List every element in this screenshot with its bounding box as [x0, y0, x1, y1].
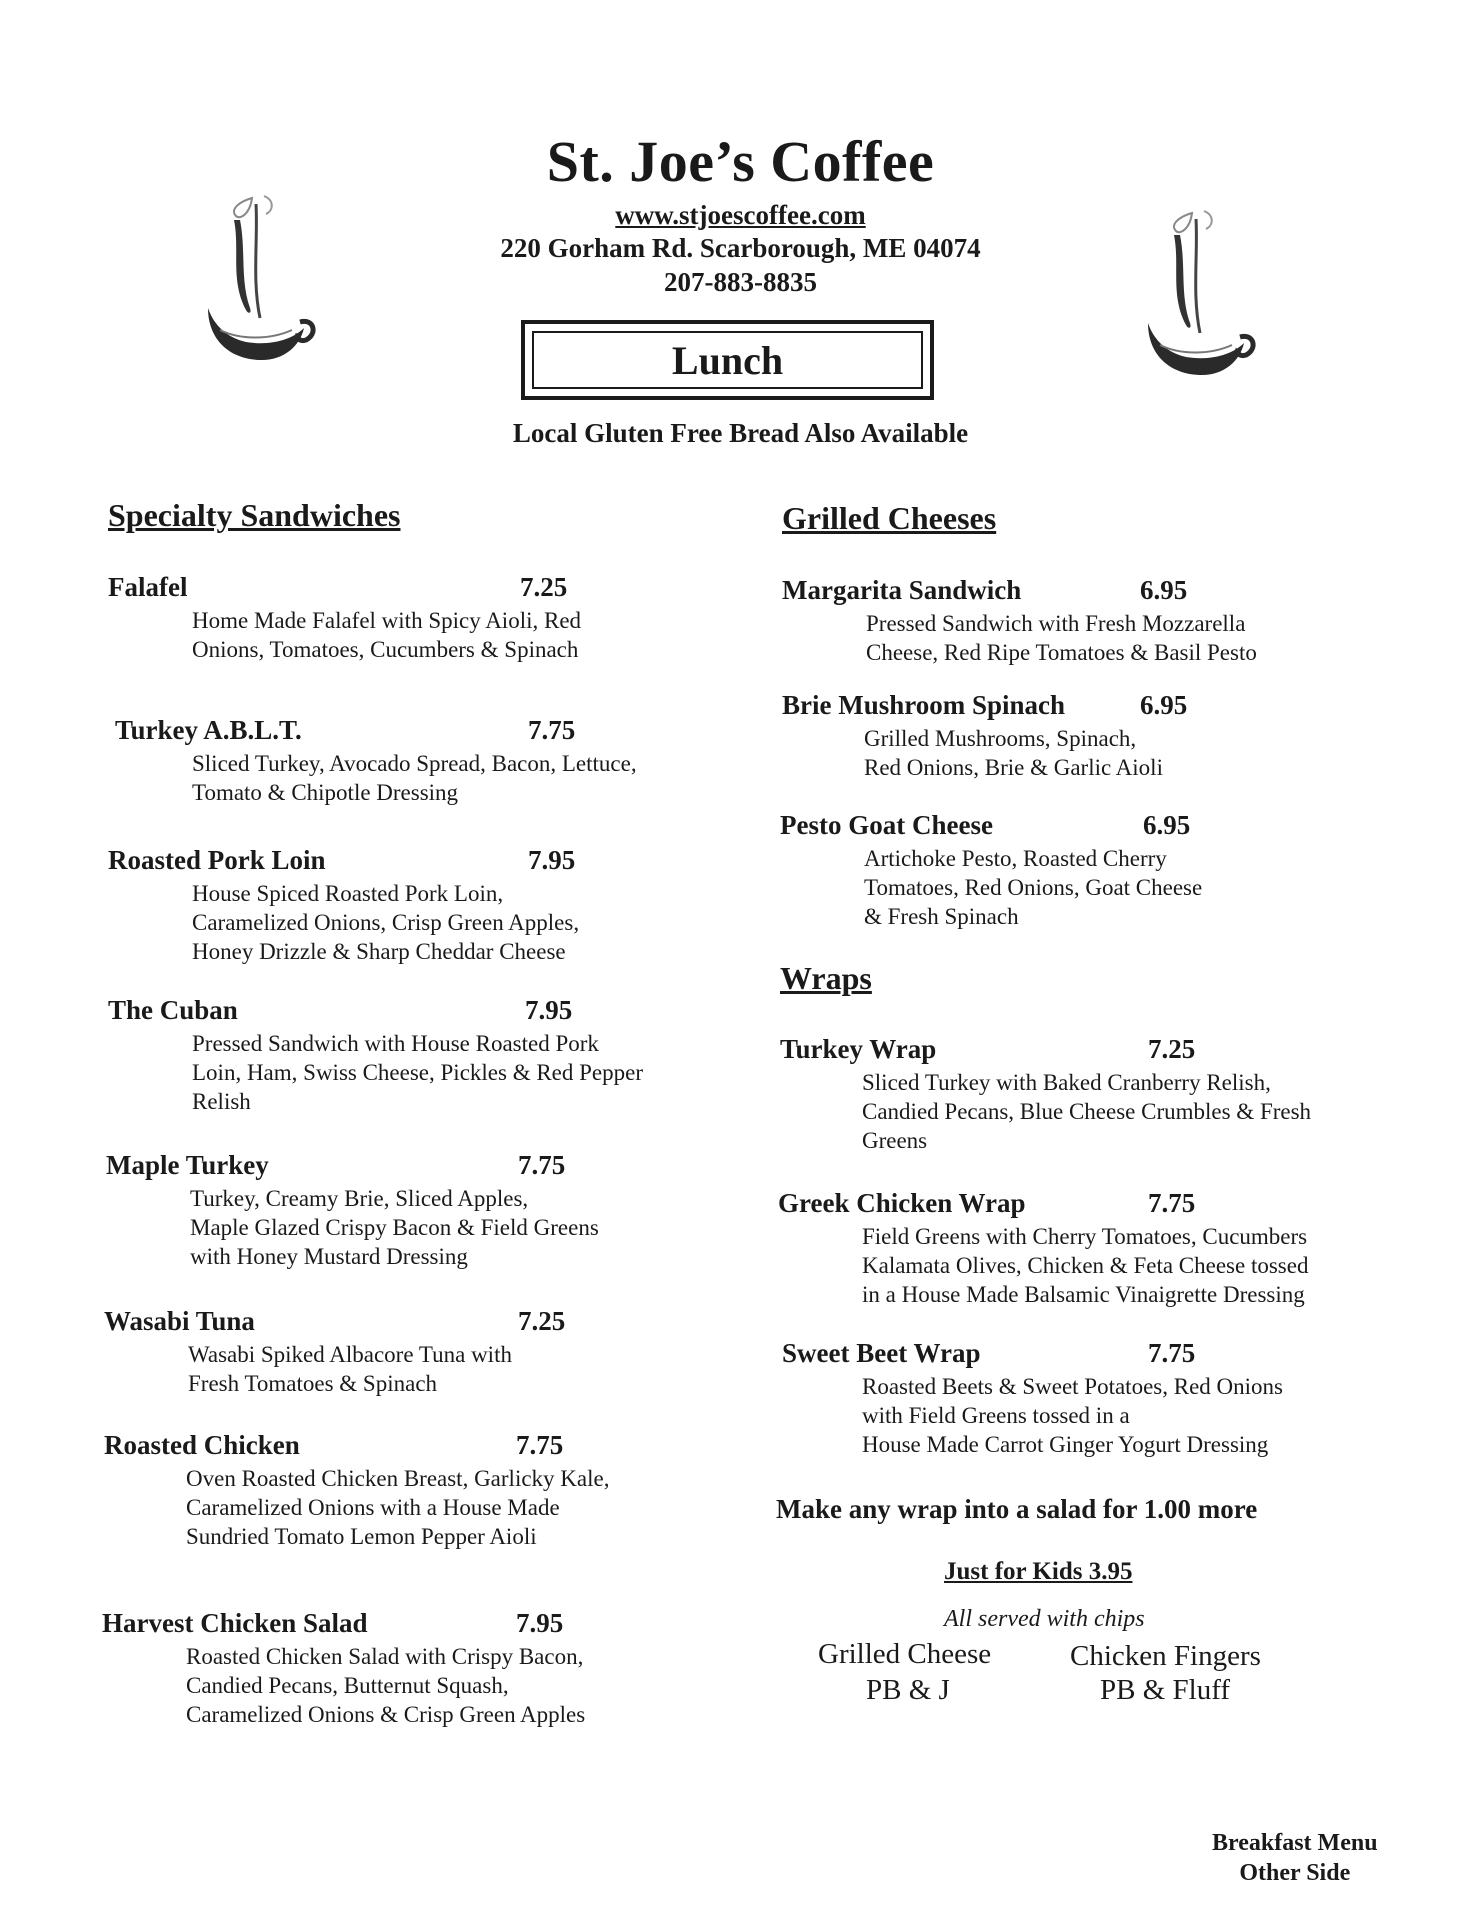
- menu-label: Lunch: [671, 337, 784, 383]
- footer-line: Other Side: [1239, 1860, 1351, 1886]
- menu-item-description: Honey Drizzle & Sharp Cheddar Cheese: [192, 939, 566, 964]
- menu-item-name: The Cuban: [108, 995, 238, 1025]
- footer-line: Breakfast Menu: [1212, 1830, 1378, 1856]
- menu-item-price: 7.25: [520, 572, 568, 602]
- gluten-free-note: Local Gluten Free Bread Also Available: [512, 418, 969, 448]
- menu-item-description: Tomato & Chipotle Dressing: [192, 780, 459, 805]
- menu-item-description: Onions, Tomatoes, Cucumbers & Spinach: [192, 637, 579, 662]
- menu-item-price: 6.95: [1140, 575, 1188, 605]
- menu-item-description: Sliced Turkey, Avocado Spread, Bacon, Lettuce,: [192, 751, 637, 776]
- menu-item-price: 7.95: [525, 995, 573, 1025]
- menu-label-box: [521, 320, 934, 400]
- section-title-specialty: Specialty Sandwiches: [108, 497, 401, 533]
- menu-item-description: Maple Glazed Crispy Bacon & Field Greens: [190, 1215, 599, 1240]
- menu-item-description: House Spiced Roasted Pork Loin,: [192, 881, 504, 906]
- menu-item-price: 6.95: [1140, 690, 1188, 720]
- menu-item-name: Falafel: [108, 572, 188, 602]
- menu-item-description: Sliced Turkey with Baked Cranberry Relish,: [862, 1070, 1271, 1095]
- kids-title: Just for Kids 3.95: [944, 1558, 1133, 1585]
- menu-item-description: Sundried Tomato Lemon Pepper Aioli: [186, 1524, 537, 1549]
- menu-item-description: Pressed Sandwich with Fresh Mozzarella: [866, 611, 1246, 636]
- menu-item-description: with Field Greens tossed in a: [862, 1403, 1130, 1428]
- menu-item-price: 7.75: [518, 1150, 566, 1180]
- menu-item-description: Red Onions, Brie & Garlic Aioli: [864, 755, 1163, 780]
- kids-item: Grilled Cheese: [818, 1638, 992, 1670]
- menu-item-description: Home Made Falafel with Spicy Aioli, Red: [192, 608, 582, 633]
- menu-item-description: Fresh Tomatoes & Spinach: [188, 1371, 438, 1396]
- menu-item-description: Oven Roasted Chicken Breast, Garlicky Kale,: [186, 1466, 610, 1491]
- section-title-grilled: Grilled Cheeses: [782, 500, 997, 536]
- menu-item-description: House Made Carrot Ginger Yogurt Dressing: [862, 1432, 1269, 1457]
- website-link[interactable]: www.stjoescoffee.com: [615, 200, 866, 230]
- footer-note: [1212, 1828, 1378, 1888]
- menu-item-price: 6.95: [1143, 810, 1191, 840]
- menu-item-price: 7.25: [518, 1306, 566, 1336]
- menu-item-price: 7.75: [1148, 1188, 1196, 1218]
- menu-item-name: Harvest Chicken Salad: [102, 1608, 368, 1638]
- menu-item-name: Turkey Wrap: [780, 1034, 937, 1064]
- menu-item-description: in a House Made Balsamic Vinaigrette Dressing: [862, 1282, 1305, 1307]
- menu-item-description: Caramelized Onions, Crisp Green Apples,: [192, 910, 580, 935]
- page-title: St. Joe’s Coffee: [546, 129, 935, 194]
- menu-item-description: Roasted Chicken Salad with Crispy Bacon,: [186, 1644, 584, 1669]
- menu-item-price: 7.75: [528, 715, 576, 745]
- menu-item-description: Loin, Ham, Swiss Cheese, Pickles & Red Pepper: [192, 1060, 644, 1085]
- menu-item-price: 7.25: [1148, 1034, 1196, 1064]
- kids-note: All served with chips: [944, 1606, 1145, 1632]
- menu-item-description: Relish: [192, 1089, 251, 1114]
- kids-item: PB & Fluff: [1100, 1674, 1231, 1706]
- menu-item-description: Kalamata Olives, Chicken & Feta Cheese tossed: [862, 1253, 1309, 1278]
- menu-item-name: Roasted Pork Loin: [108, 845, 326, 875]
- menu-item-price: 7.95: [528, 845, 576, 875]
- menu-item-name: Pesto Goat Cheese: [780, 810, 993, 840]
- menu-item-description: Pressed Sandwich with House Roasted Pork: [192, 1031, 599, 1056]
- menu-item-name: Roasted Chicken: [104, 1430, 300, 1460]
- menu-item-description: Artichoke Pesto, Roasted Cherry: [864, 846, 1167, 871]
- coffee-cup-icon: [200, 190, 320, 380]
- kids-item: Chicken Fingers: [1070, 1640, 1261, 1672]
- menu-item-description: Cheese, Red Ripe Tomatoes & Basil Pesto: [866, 640, 1257, 665]
- menu-item-name: Margarita Sandwich: [782, 575, 1022, 605]
- kids-item: PB & J: [866, 1674, 950, 1706]
- menu-item-description: Grilled Mushrooms, Spinach,: [864, 726, 1137, 751]
- menu-item-description: Candied Pecans, Blue Cheese Crumbles & Fresh: [862, 1099, 1312, 1124]
- menu-item-description: & Fresh Spinach: [864, 904, 1019, 929]
- menu-item-name: Brie Mushroom Spinach: [782, 690, 1066, 720]
- phone-number: 207-883-8835: [664, 267, 817, 297]
- wrap-salad-note: Make any wrap into a salad for 1.00 more: [776, 1494, 1258, 1524]
- menu-item-description: Wasabi Spiked Albacore Tuna with: [188, 1342, 512, 1367]
- menu-item-price: 7.75: [1148, 1338, 1196, 1368]
- menu-item-price: 7.95: [516, 1608, 564, 1638]
- menu-item-price: 7.75: [516, 1430, 564, 1460]
- menu-item-description: Field Greens with Cherry Tomatoes, Cucumbers: [862, 1224, 1308, 1249]
- section-title-wraps: Wraps: [780, 960, 872, 996]
- menu-item-description: Caramelized Onions & Crisp Green Apples: [186, 1702, 586, 1727]
- menu-item-name: Sweet Beet Wrap: [782, 1338, 981, 1368]
- menu-item-description: Candied Pecans, Butternut Squash,: [186, 1673, 509, 1698]
- menu-item-name: Wasabi Tuna: [104, 1306, 255, 1336]
- coffee-cup-icon: [1140, 205, 1260, 395]
- menu-item-description: Tomatoes, Red Onions, Goat Cheese: [864, 875, 1203, 900]
- menu-item-description: with Honey Mustard Dressing: [190, 1244, 468, 1269]
- menu-item-name: Maple Turkey: [106, 1150, 269, 1180]
- menu-item-description: Caramelized Onions with a House Made: [186, 1495, 560, 1520]
- menu-item-description: Turkey, Creamy Brie, Sliced Apples,: [190, 1186, 529, 1211]
- menu-item-name: Turkey A.B.L.T.: [115, 715, 302, 745]
- menu-item-description: Greens: [862, 1128, 928, 1153]
- menu-item-description: Roasted Beets & Sweet Potatoes, Red Onions: [862, 1374, 1283, 1399]
- menu-item-name: Greek Chicken Wrap: [778, 1188, 1026, 1218]
- address: 220 Gorham Rd. Scarborough, ME 04074: [500, 233, 981, 263]
